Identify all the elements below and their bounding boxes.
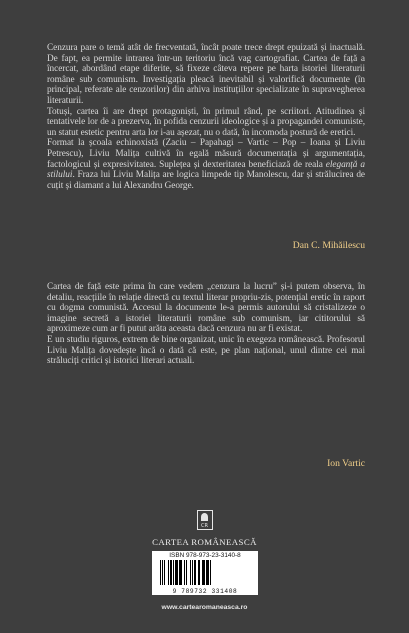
publisher-name: CARTEA ROMÂNEASCĂ [152, 537, 257, 547]
signature-vartic: Ion Vartic [327, 458, 365, 469]
logo-lettering: CR [201, 523, 208, 529]
signature-mihailescu: Dan C. Mihăilescu [292, 240, 365, 251]
barcode-stripe [211, 560, 212, 585]
blurb-paragraph: Cenzura pare o temă atât de frecventată, încât poate trece drept epuizată și inactuală. De fapt, ea permite intrarea într-un teritoriu încă vag cartografiat. Cartea de față a încercat, abordând etape diferite, să fixeze câteva repere pe harta istoriei literaturii române sub comunism. Investigația pleacă inevitabil și valorifică documente (în principal, referate ale cenzorilor) din arhiva instituțiilor specializate în supravegherea literaturii. [47, 43, 365, 106]
blurb-paragraph: Totuși, cartea îi are drept protagoniști, în primul rând, pe scriitori. Atitudinea și tentativele lor de a prezerva, în pofida cenzurii ideologice și a propagandei comuniste, un statut estetic pentru arta lor i-au așezat, nu o dată, în incomoda postură de eretici. [47, 106, 365, 138]
blurb-paragraph: E un studiu riguros, extrem de bine organizat, unic în exegeza românească. Profesorul Liviu Malița dovedește încă o dată că este, pe plan național, unul dintre cei mai străluciți critici și istorici literari actuali. [47, 334, 365, 367]
publisher-logo-icon [197, 510, 213, 530]
blurb-paragraph [47, 138, 365, 191]
blurb-text: Format la școala echinoxistă (Zaciu – Papahagi – Vartic – Pop – Ioana și Liviu Petrescu), Liviu Malița cultivă în egală măsură documentația și argumentația, factologicul și expresivitatea. Suplețea și dexteritatea beneficiază de reala [47, 138, 365, 170]
publisher-website: www.cartearomaneasca.ro [161, 604, 248, 611]
isbn-label: ISBN 978-973-23-3140-8 [169, 552, 241, 559]
isbn-barcode-box [152, 551, 258, 595]
blurb-paragraph: Cartea de față este prima în care vedem „cenzura la lucru” și-i putem observa, în detaliu, reacțiile în relație directă cu textul literar propriu-zis, potențial eretic în raport cu dogma comunistă. Accesul la documente le-a permis autorului să cristalizeze o imagine secretă a istoriei literaturii române sub comunism, iar cititorului să aproximeze cum ar fi putut arăta aceasta dacă cenzura nu ar fi existat. [47, 282, 365, 335]
blurb-vartic [47, 282, 365, 367]
emphasized-text: eleganță a stilului [47, 159, 365, 181]
barcode-digits: 9 789732 331408 [172, 588, 238, 595]
barcode [160, 560, 252, 587]
publisher-block [0, 510, 409, 547]
blurb-text: . Fraza lui Liviu Malița are logica limpede tip Manolescu, dar și strălucirea de cuțit și diamant a lui Alexandru George. [47, 170, 365, 191]
blurb-mihailescu [47, 43, 365, 191]
